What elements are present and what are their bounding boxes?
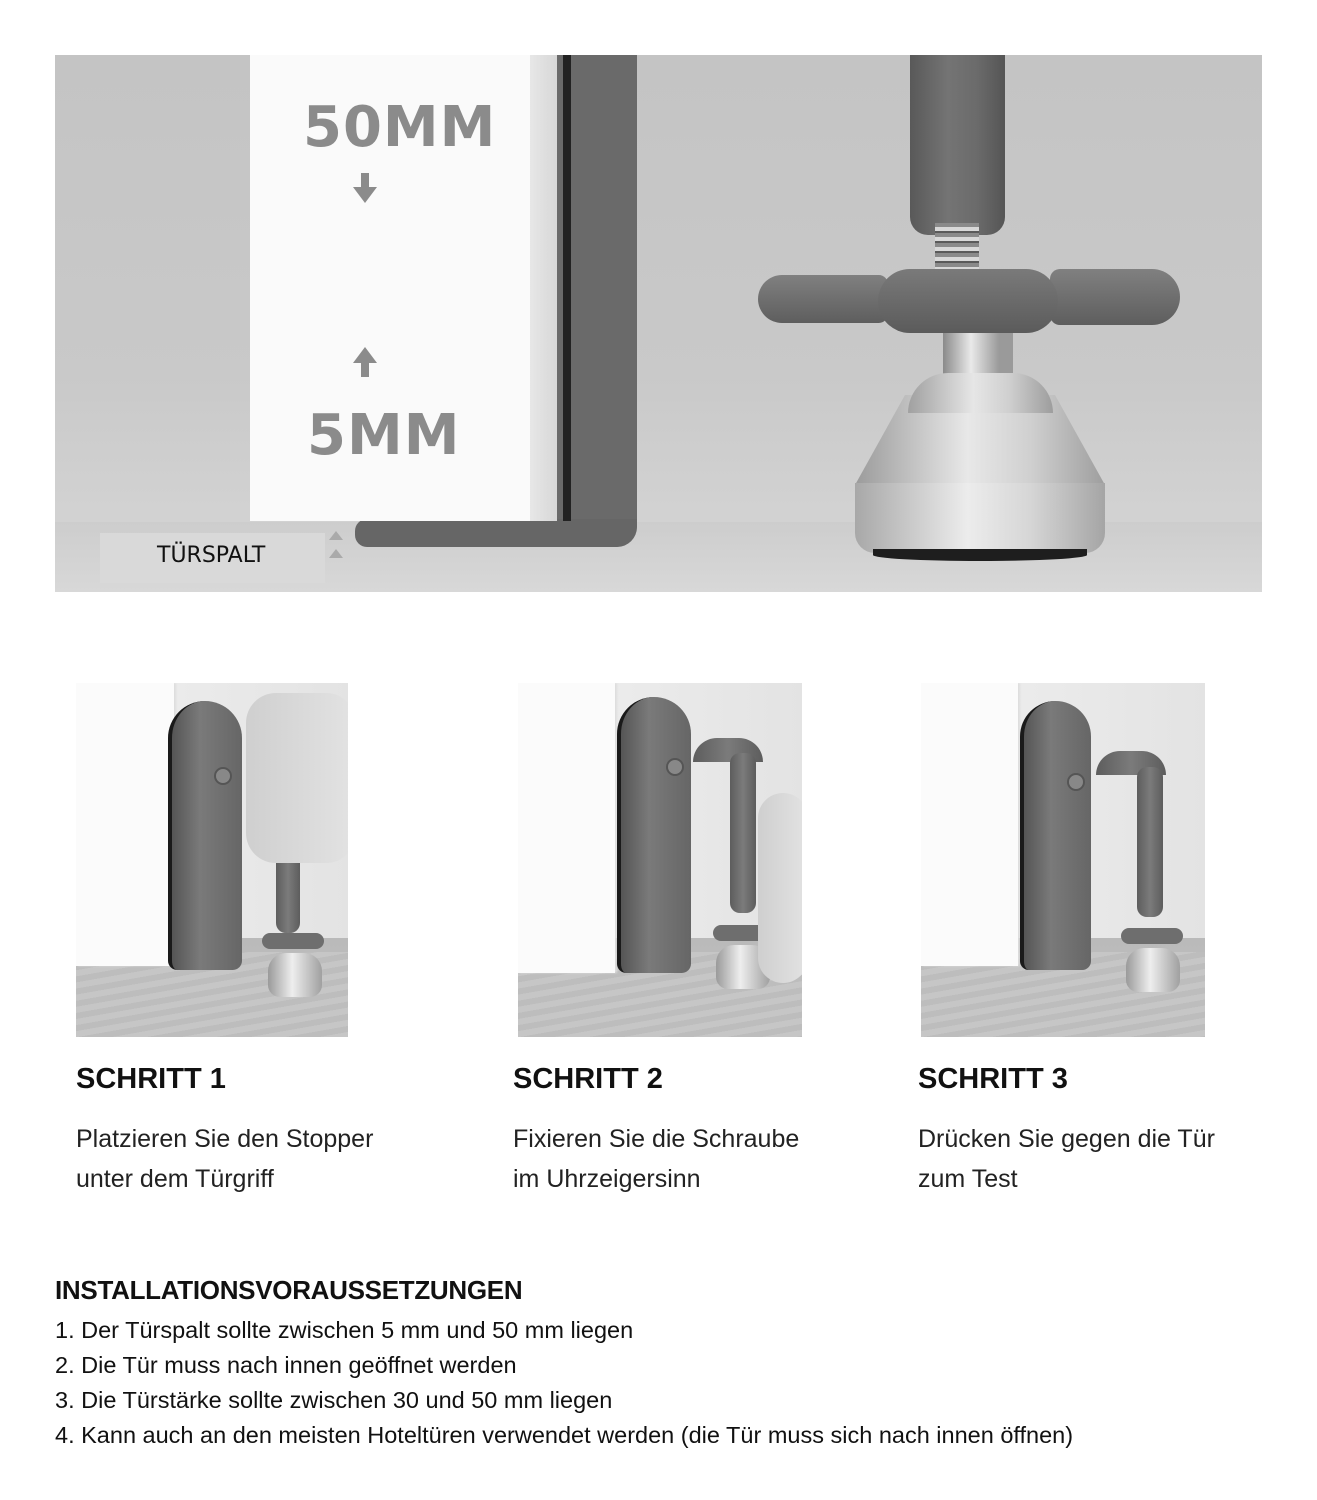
max-gap-label: 50MM [303, 95, 497, 160]
requirement-item: 4. Kann auch an den meisten Hoteltüren verwendet werden (die Tür muss sich nach innen öffnen) [55, 1422, 1074, 1448]
metal-foot-top [908, 373, 1053, 413]
door-gap-label: TÜRSPALT [157, 543, 266, 568]
step-1-description-line-1: Platzieren Sie den Stopper [76, 1125, 374, 1153]
step-1 [76, 683, 374, 1193]
door-edge [530, 55, 557, 521]
screw-thread [935, 223, 979, 271]
hero-product-photo [55, 55, 1262, 592]
step-3-description-line-1: Drücken Sie gegen die Tür [918, 1125, 1215, 1153]
step-3-title: SCHRITT 3 [918, 1063, 1068, 1095]
step-1-description-line-2: unter dem Türgriff [76, 1165, 274, 1193]
step-2 [513, 683, 802, 1193]
requirements-title: INSTALLATIONSVORAUSSETZUNGEN [55, 1275, 523, 1305]
step-2-title: SCHRITT 2 [513, 1063, 663, 1095]
requirement-item: 2. Die Tür muss nach innen geöffnet werden [55, 1352, 517, 1378]
gap-arrow-icon [333, 531, 339, 567]
step-3 [918, 683, 1215, 1193]
stopper-seal [563, 55, 571, 521]
step-2-photo [518, 683, 802, 1037]
step-2-description-line-1: Fixieren Sie die Schraube [513, 1125, 800, 1153]
step-1-title: SCHRITT 1 [76, 1063, 226, 1095]
requirements-list [55, 1313, 1073, 1453]
step-1-photo [76, 683, 348, 1037]
requirement-item: 3. Die Türstärke sollte zwischen 30 und 50 mm liegen [55, 1387, 613, 1413]
wing-nut [758, 269, 1180, 329]
step-3-description-line-2: zum Test [918, 1165, 1018, 1193]
step-2-description-line-2: im Uhrzeigersinn [513, 1165, 701, 1193]
door-stopper-foot [355, 519, 637, 547]
step-3-photo [921, 683, 1205, 1037]
requirement-item: 1. Der Türspalt sollte zwischen 5 mm und 50 mm liegen [55, 1317, 634, 1343]
metal-foot-base [855, 483, 1105, 553]
stopper-rod [910, 55, 1005, 235]
rubber-pad [873, 549, 1087, 561]
min-gap-label: 5MM [307, 403, 461, 468]
